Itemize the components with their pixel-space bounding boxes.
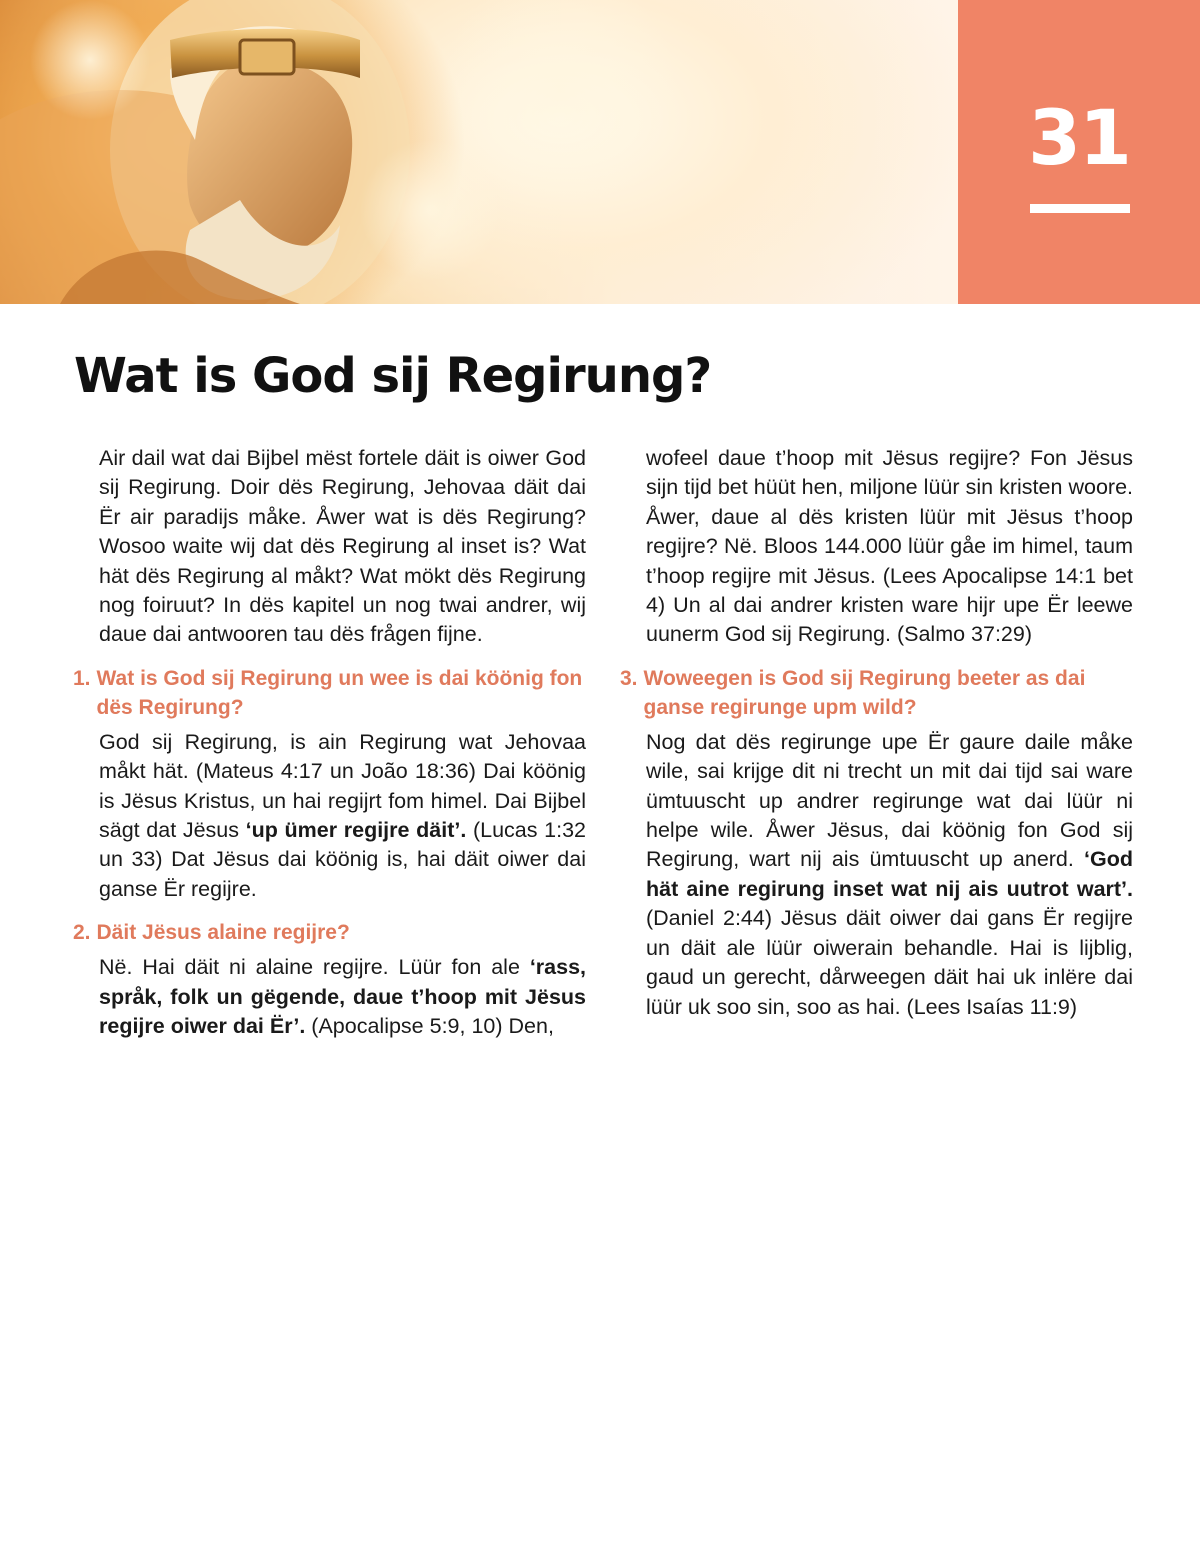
section-heading-3 — [620, 664, 1133, 722]
section-2-paragraph-continued — [646, 444, 1133, 650]
section-2-text-b-start: (Apocalipse 5:9, 10) Den, — [305, 1014, 554, 1039]
section-1-quote: ‘up ümer regijre däit’. — [245, 818, 467, 843]
section-number: 2. — [73, 921, 91, 945]
section-3-text-b: (Daniel 2:44) Jësus däit oiwer dai gans Ër regijre un däit ale lüür oiwerain behandle. Hai is lijblig, gaud un gerecht, dårweegen däit hai uk inlëre dai lüür uk soo sin, soo as hai. (Lees Isaías 11:9) — [646, 906, 1133, 1019]
section-2-quote: ‘rass, språk, folk un gëgende, daue t’hoop mit Jësus regijre oiwer dai Ër’. — [99, 955, 586, 1039]
section-2-paragraph-start — [99, 953, 586, 1041]
hero-illustration — [0, 0, 958, 304]
section-question: Wat is God sij Regirung un wee is dai köönig fon dës Regirung? — [96, 666, 583, 719]
section-heading-1 — [73, 664, 586, 722]
intro-paragraph: Air dail wat dai Bijbel mëst fortele däit is oiwer God sij Regirung. Doir dës Regirung, Jehovaa däit dai Ër air paradijs måke. Åwer wat is dës Regirung? Wosoo waite wij dat dës Regirung al inset is? Wat hät dës Regirung al måkt? Wat mökt dës Regirung nog foiruut? In dës kapitel un nog twai andrer, wij daue dai antwooren tau dës frågen fijne. — [99, 446, 586, 647]
section-2-text-b-continued: wofeel daue t’hoop mit Jësus regijre? Fon Jësus sijn tijd bet hüüt hen, miljone lüür sin kristen woore. Åwer, daue al dës kristen lüür mit Jësus t’hoop regijre? Në. Bloos 144.000 lüür gåe im himel, taum t’hoop regijre mit Jësus. (Lees Apocalipse 14:1 bet 4) Un al dai andrer kristen ware hijr upe Ër leewe uunerm God sij Regirung. (Salmo 37:29) — [646, 446, 1133, 647]
section-1-text-a: God sij Regirung, is ain Regirung wat Jehovaa måkt hät. (Mateus 4:17 un João 18:36) Dai köönig is Jësus Kristus, un hai regijrt fom himel. Dai Bijbel sägt dat Jësus — [99, 729, 586, 843]
chapter-badge — [958, 0, 1200, 304]
section-question: Woweegen is God sij Regirung beeter as dai ganse regirunge upm wild? — [643, 666, 1086, 719]
section-number: 1. — [73, 666, 91, 690]
chapter-number: 31 — [1028, 93, 1130, 182]
page-title: Wat is God sij Regirung? — [74, 348, 712, 404]
king-illustration — [0, 0, 958, 304]
section-3-paragraph — [646, 728, 1133, 1022]
section-question: Däit Jësus alaine regijre? — [96, 921, 350, 945]
section-heading-2 — [73, 918, 586, 947]
left-column — [73, 444, 586, 1042]
section-3-text-a: Nog dat dës regirunge upe Ër gaure daile måke wile, sai krijge dit ni trecht un mit dai tijd sai ware ümtuuscht up andrer regirunge wat dai lüür ni helpe wile. Åwer Jësus, dai köönig fon God sij Regirung, wart nij ais ümtuuscht up anerd. — [646, 729, 1133, 872]
section-2-text-a: Në. Hai däit ni alaine regijre. Lüür fon ale — [99, 955, 530, 980]
section-1-text-b: (Lucas 1:32 un 33) Dat Jësus dai köönig is, hai däit oiwer dai ganse Ër regijre. — [99, 818, 586, 901]
chapter-underline — [1030, 204, 1130, 213]
section-1-paragraph — [99, 728, 586, 904]
right-column — [620, 444, 1133, 1022]
section-number: 3. — [620, 666, 638, 690]
section-3-quote: ‘God hät aine regirung inset wat nij ais uutrot wart’. — [646, 847, 1133, 901]
